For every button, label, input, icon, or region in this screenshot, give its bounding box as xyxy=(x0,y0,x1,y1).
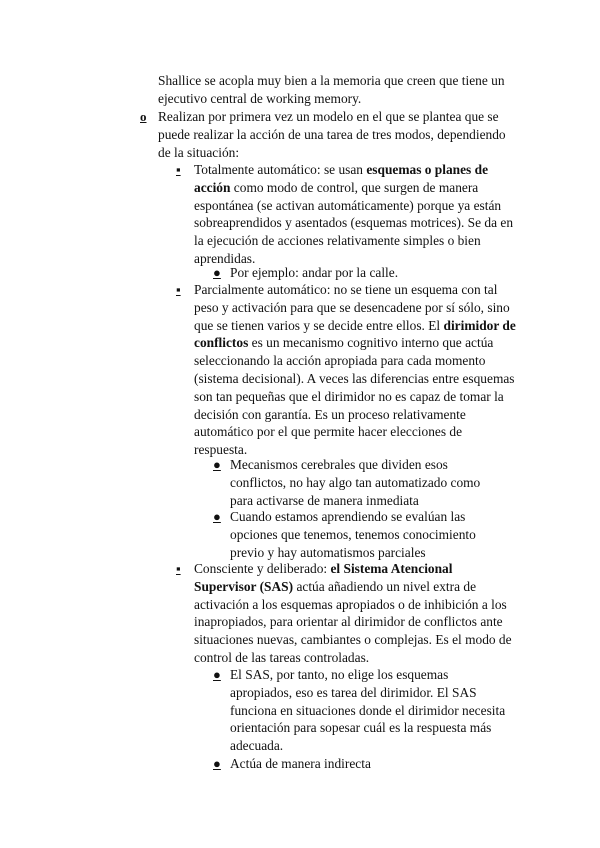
mode1-example-paragraph xyxy=(230,264,510,282)
mode1-bold: esquemas o planes de acción xyxy=(194,162,489,195)
mode1-text-a: Totalmente automático: se usan xyxy=(194,162,367,177)
mode2-sub1-text: Mecanismos cerebrales que dividen esos conflictos, no hay algo tan automatizado como para activarse de manera inmediata xyxy=(230,457,481,508)
mode3-sub2-marker: ● xyxy=(213,756,221,771)
mode2-sub1-paragraph xyxy=(230,456,506,509)
mode2-paragraph xyxy=(194,281,516,459)
mode3-marker: ▪ xyxy=(176,561,181,576)
mode3-text-a: Consciente y deliberado: xyxy=(194,561,331,576)
mode3-sub1-marker: ● xyxy=(213,667,221,682)
mode1-text-b: como modo de control, que surgen de manera espontánea (se activan automáticamente) porque ya están sobreaprendidos y asentados (esquemas motrices). Se da en la ejecución de acciones relativamente simples o bien aprendidas. xyxy=(194,179,514,266)
mode1-example-marker: ● xyxy=(213,265,221,280)
mode2-sub2-text: Cuando estamos aprendiendo se evalúan las opciones que tenemos, tenemos conocimiento previo y hay automatismos parciales xyxy=(230,509,476,560)
mode2-marker: ▪ xyxy=(176,282,181,297)
mode2-text-a: Parcialmente automático: no se tiene un esquema con tal peso y activación para que se desencadene por sí sólo, sino que se tienen varios y se decide entre ellos. El xyxy=(194,282,510,333)
intro-paragraph xyxy=(158,72,508,108)
intro-text: Shallice se acopla muy bien a la memoria que creen que tiene un ejecutivo central de working memory. xyxy=(158,73,505,106)
mode3-sub1-paragraph xyxy=(230,666,506,755)
item1-text: Realizan por primera vez un modelo en el que se plantea que se puede realizar la acción de una tarea de tres modos, dependiendo de la situación: xyxy=(158,109,506,160)
mode2-sub1-marker: ● xyxy=(213,457,221,472)
mode3-text-b: actúa añadiendo un nivel extra de activación a los esquemas apropiados o de inhibición a los inapropiados, para orientar al dirimidor de conflictos ante situaciones nuevas, cambiantes o complejas. Es el modo de control de las tareas controladas. xyxy=(194,578,512,665)
mode3-bold: el Sistema Atencional Supervisor (SAS) xyxy=(194,561,453,594)
mode3-sub2-paragraph xyxy=(230,755,506,773)
mode2-sub2-marker: ● xyxy=(213,509,221,524)
mode1-marker: ▪ xyxy=(176,162,181,177)
mode2-text-b: es un mecanismo cognitivo interno que actúa seleccionando la acción apropiada para cada momento (sistema decisional). A veces las diferencias entre esquemas son tan pequeñas que el dirimidor no es capaz de tomar la decisión con garantía. Es un proceso relativamente automático por el que permite hacer elecciones de respuesta. xyxy=(194,335,515,458)
mode3-sub2-text: Actúa de manera indirecta xyxy=(230,756,371,771)
mode2-sub2-paragraph xyxy=(230,508,506,561)
mode3-sub1-text: El SAS, por tanto, no elige los esquemas apropiados, eso es tarea del dirimidor. El SAS funciona en situaciones donde el dirimidor necesita orientación para sopesar cuál es la respuesta más adecuada. xyxy=(230,667,506,754)
mode2-bold: dirimidor de conflictos xyxy=(194,317,516,351)
mode1-paragraph xyxy=(194,161,514,268)
mode1-example-text: Por ejemplo: andar por la calle. xyxy=(230,265,399,280)
mode3-paragraph xyxy=(194,560,514,667)
item1-paragraph xyxy=(158,108,508,161)
item1-marker: o xyxy=(140,109,147,124)
